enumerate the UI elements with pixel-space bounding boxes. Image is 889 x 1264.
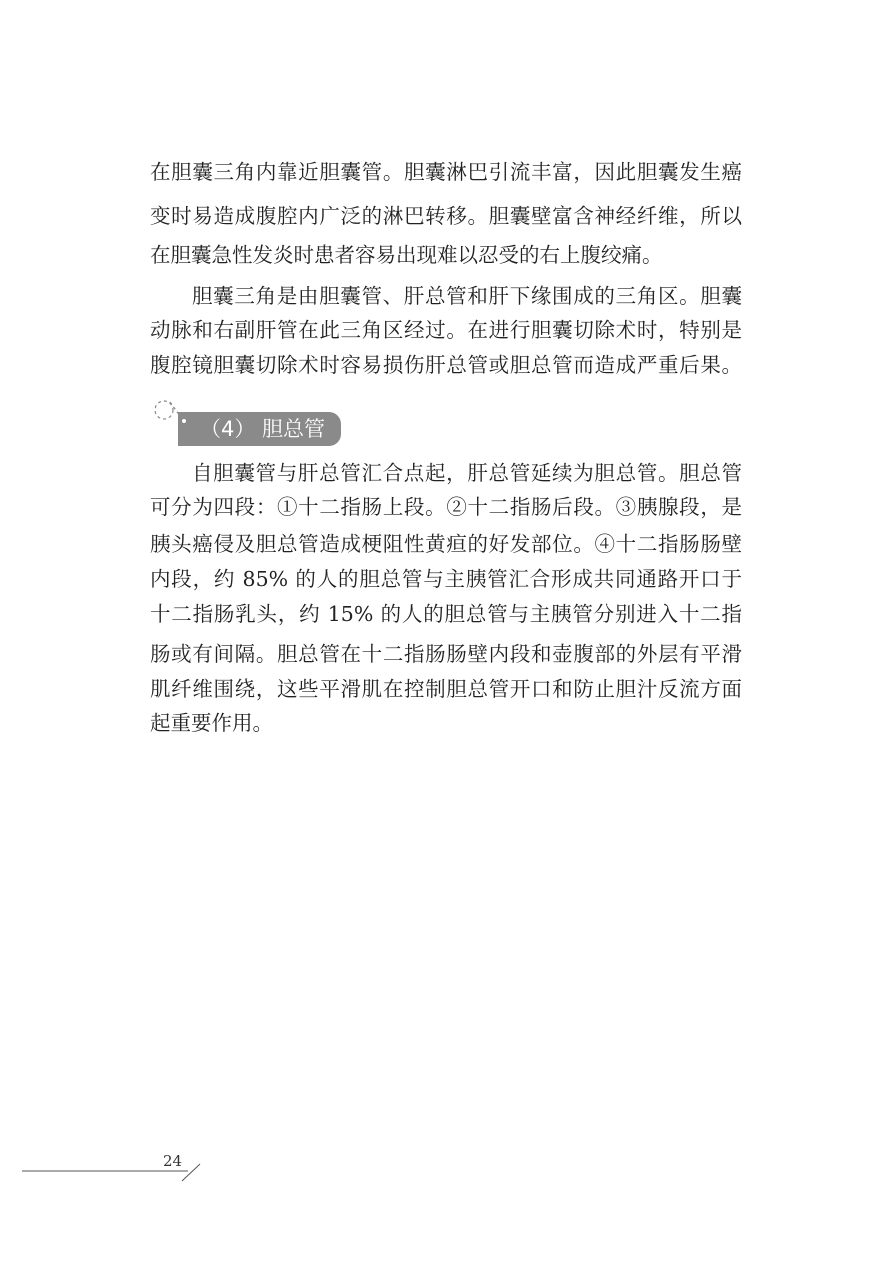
section-heading	[150, 392, 370, 452]
section-heading-label: （4） 胆总管	[178, 412, 341, 446]
paragraph-3-line-6: 肠或有间隔。胆总管在十二指肠肠壁内段和壶腹部的外层有平滑	[150, 642, 742, 666]
paragraph-1-line-1: 在胆囊三角内靠近胆囊管。胆囊淋巴引流丰富，因此胆囊发生癌	[150, 160, 742, 184]
page-footer	[22, 1150, 212, 1190]
page-number: 24	[163, 1152, 183, 1170]
paragraph-3-line-3: 胰头癌侵及胆总管造成梗阻性黄疸的好发部位。④十二指肠肠壁	[150, 532, 742, 556]
paragraph-3-line-4: 内段，约 85% 的人的胆总管与主胰管汇合形成共同通路开口于	[150, 567, 742, 591]
heading-dot-icon	[182, 419, 186, 423]
paragraph-3-line-1: 自胆囊管与肝总管汇合点起，肝总管延续为胆总管。胆总管	[192, 461, 742, 485]
footer-rule	[22, 1150, 212, 1190]
paragraph-2-line-3: 腹腔镜胆囊切除术时容易损伤肝总管或胆总管而造成严重后果。	[150, 353, 742, 377]
paragraph-3-line-5: 十二指肠乳头，约 15% 的人的胆总管与主胰管分别进入十二指	[150, 602, 742, 626]
paragraph-3-line-8: 起重要作用。	[150, 711, 273, 735]
paragraph-1-line-2: 变时易造成腹腔内广泛的淋巴转移。胆囊壁富含神经纤维，所以	[150, 204, 742, 228]
paragraph-3-line-7: 肌纤维围绕，这些平滑肌在控制胆总管开口和防止胆汁反流方面	[150, 677, 742, 701]
paragraph-2-line-2: 动脉和右副肝管在此三角区经过。在进行胆囊切除术时，特别是	[150, 318, 742, 342]
paragraph-1-line-3: 在胆囊急性发炎时患者容易出现难以忍受的右上腹绞痛。	[150, 243, 663, 267]
paragraph-2-line-1: 胆囊三角是由胆囊管、肝总管和肝下缘围成的三角区。胆囊	[192, 284, 742, 308]
paragraph-3-line-2: 可分为四段：①十二指肠上段。②十二指肠后段。③胰腺段，是	[150, 495, 742, 519]
